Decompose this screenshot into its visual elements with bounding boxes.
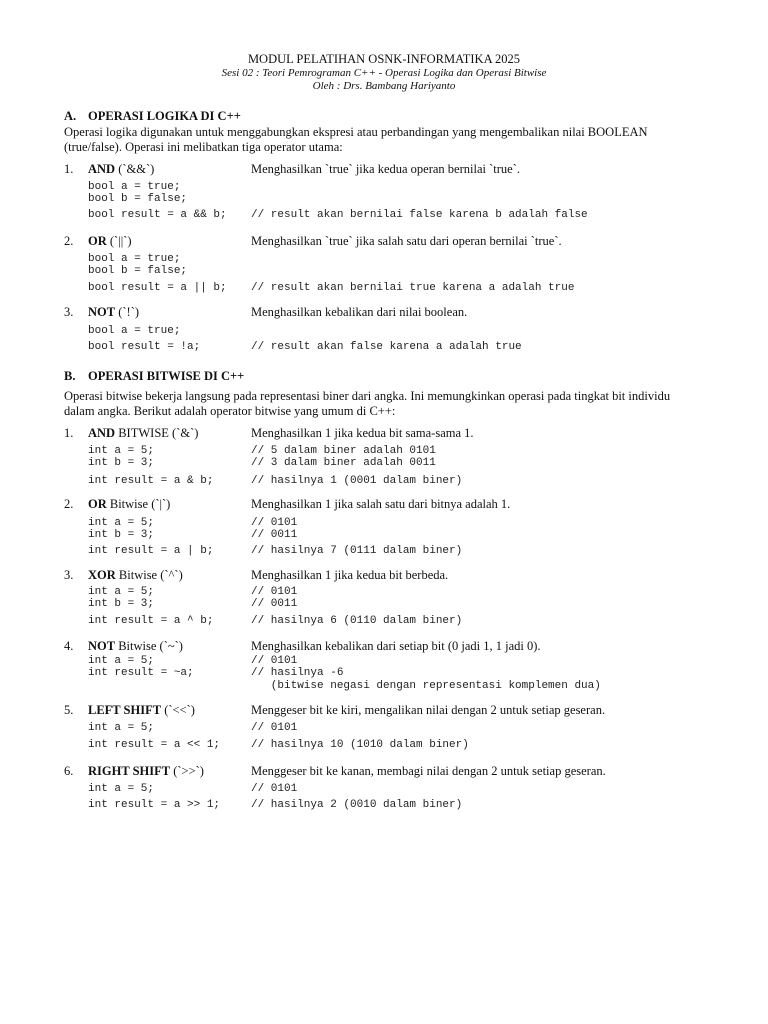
operator-title	[88, 305, 139, 320]
operator-description: Menghasilkan `true` jika salah satu dari operan bernilai `true`.	[251, 234, 562, 248]
code-line: int a = 5;	[88, 586, 155, 598]
code-comment: // hasilnya 10 (1010 dalam biner)	[251, 739, 469, 751]
operator-description: Menghasilkan kebalikan dari setiap bit (0 jadi 1, 1 jadi 0).	[251, 639, 541, 653]
code-comment: // hasilnya 6 (0110 dalam biner)	[251, 615, 463, 627]
code-line: int result = ~a;	[88, 667, 194, 679]
operator-symbol: BITWISE (`&`)	[115, 426, 199, 440]
operator-name: AND	[88, 162, 116, 176]
operator-name: LEFT SHIFT	[88, 703, 162, 717]
code-line: bool a = true;	[88, 325, 181, 337]
item-number: 5.	[64, 703, 74, 717]
code-comment: // 0101	[251, 783, 298, 795]
code-line: int a = 5;	[88, 783, 155, 795]
code-line: bool b = false;	[88, 265, 188, 277]
operator-description: Menggeser bit ke kanan, membagi nilai dengan 2 untuk setiap geseran.	[251, 764, 606, 778]
code-comment: // hasilnya 2 (0010 dalam biner)	[251, 799, 463, 811]
section-a-heading: OPERASI LOGIKA DI C++	[88, 109, 241, 123]
document-title: MODUL PELATIHAN OSNK-INFORMATIKA 2025	[247, 52, 521, 66]
item-number: 3.	[64, 568, 74, 582]
code-comment: // 0101	[251, 722, 298, 734]
operator-title	[88, 234, 132, 249]
code-line: int result = a & b;	[88, 475, 214, 487]
operator-name: NOT	[88, 305, 116, 319]
code-comment: // hasilnya -6	[251, 667, 344, 679]
operator-symbol: (`>>`)	[170, 764, 204, 778]
code-line: int a = 5;	[88, 722, 155, 734]
operator-description: Menghasilkan 1 jika kedua bit sama-sama 1.	[251, 426, 474, 440]
code-line: bool a = true;	[88, 181, 181, 193]
code-comment: // 3 dalam biner adalah 0011	[251, 457, 436, 469]
code-comment: // 5 dalam biner adalah 0101	[251, 445, 436, 457]
operator-name: RIGHT SHIFT	[88, 764, 171, 778]
code-line: bool result = a || b;	[88, 282, 227, 294]
operator-symbol: (`&&`)	[115, 162, 155, 176]
code-comment: // 0011	[251, 598, 298, 610]
operator-description: Menghasilkan 1 jika salah satu dari bitnya adalah 1.	[251, 497, 511, 511]
code-line: bool a = true;	[88, 253, 181, 265]
document-subtitle: Sesi 02 : Teori Pemrograman C++ - Operasi Logika dan Operasi Bitwise	[221, 67, 547, 79]
code-comment: // result akan false karena a adalah true	[251, 341, 522, 353]
code-line: int a = 5;	[88, 445, 155, 457]
code-line: bool b = false;	[88, 193, 188, 205]
code-line: int result = a | b;	[88, 545, 214, 557]
operator-name: XOR	[88, 568, 116, 582]
item-number: 1.	[64, 162, 74, 176]
operator-description: Menghasilkan `true` jika kedua operan bernilai `true`.	[251, 162, 520, 176]
operator-title	[88, 426, 198, 441]
code-line: int a = 5;	[88, 517, 155, 529]
operator-name: AND	[88, 426, 116, 440]
code-comment: // 0101	[251, 586, 298, 598]
operator-description: Menghasilkan kebalikan dari nilai boolean.	[251, 305, 468, 319]
code-comment: // result akan bernilai false karena b adalah false	[251, 209, 588, 221]
code-line: bool result = a && b;	[88, 209, 227, 221]
operator-symbol: (`||`)	[106, 234, 132, 248]
section-a-letter: A.	[64, 109, 77, 123]
code-line: bool result = !a;	[88, 341, 201, 353]
code-comment: // 0101	[251, 517, 298, 529]
item-number: 2.	[64, 234, 74, 248]
code-line: int result = a >> 1;	[88, 799, 221, 811]
operator-title	[88, 639, 183, 654]
operator-symbol: Bitwise (`^`)	[115, 568, 183, 582]
item-number: 6.	[64, 764, 74, 778]
code-comment: // 0011	[251, 529, 298, 541]
item-number: 4.	[64, 639, 74, 653]
operator-name: OR	[88, 234, 107, 248]
operator-title	[88, 497, 170, 512]
code-line: int a = 5;	[88, 655, 155, 667]
operator-title	[88, 764, 204, 779]
item-number: 1.	[64, 426, 74, 440]
item-number: 3.	[64, 305, 74, 319]
code-line: int b = 3;	[88, 598, 155, 610]
code-comment: // result akan bernilai true karena a adalah true	[251, 282, 575, 294]
operator-title	[88, 162, 154, 177]
section-b-intro: Operasi bitwise bekerja langsung pada representasi biner dari angka. Ini memungkinkan operasi pada tingkat bit individu dalam angka. Berikut adalah operator bitwise yang umum di C++:	[64, 389, 671, 418]
code-comment: // hasilnya 7 (0111 dalam biner)	[251, 545, 463, 557]
code-line: int b = 3;	[88, 529, 155, 541]
code-comment: // hasilnya 1 (0001 dalam biner)	[251, 475, 463, 487]
code-comment: (bitwise negasi dengan representasi komplemen dua)	[251, 680, 601, 692]
section-a-intro: Operasi logika digunakan untuk menggabungkan ekspresi atau perbandingan yang mengembalikan nilai BOOLEAN (true/false). Operasi ini melibatkan tiga operator utama:	[64, 125, 648, 154]
section-b-letter: B.	[64, 369, 76, 383]
operator-symbol: Bitwise (`|`)	[106, 497, 171, 511]
operator-title	[88, 703, 195, 718]
operator-description: Menghasilkan 1 jika kedua bit berbeda.	[251, 568, 449, 582]
operator-symbol: (`<<`)	[161, 703, 195, 717]
operator-description: Menggeser bit ke kiri, mengalikan nilai dengan 2 untuk setiap geseran.	[251, 703, 606, 717]
code-line: int result = a ^ b;	[88, 615, 214, 627]
section-b-heading: OPERASI BITWISE DI C++	[88, 369, 245, 383]
item-number: 2.	[64, 497, 74, 511]
operator-symbol: (`!`)	[115, 305, 140, 319]
operator-name: NOT	[88, 639, 116, 653]
document-author: Oleh : Drs. Bambang Hariyanto	[312, 80, 456, 92]
code-comment: // 0101	[251, 655, 298, 667]
operator-name: OR	[88, 497, 107, 511]
code-line: int result = a << 1;	[88, 739, 221, 751]
operator-symbol: Bitwise (`~`)	[115, 639, 183, 653]
operator-title	[88, 568, 183, 583]
code-line: int b = 3;	[88, 457, 155, 469]
